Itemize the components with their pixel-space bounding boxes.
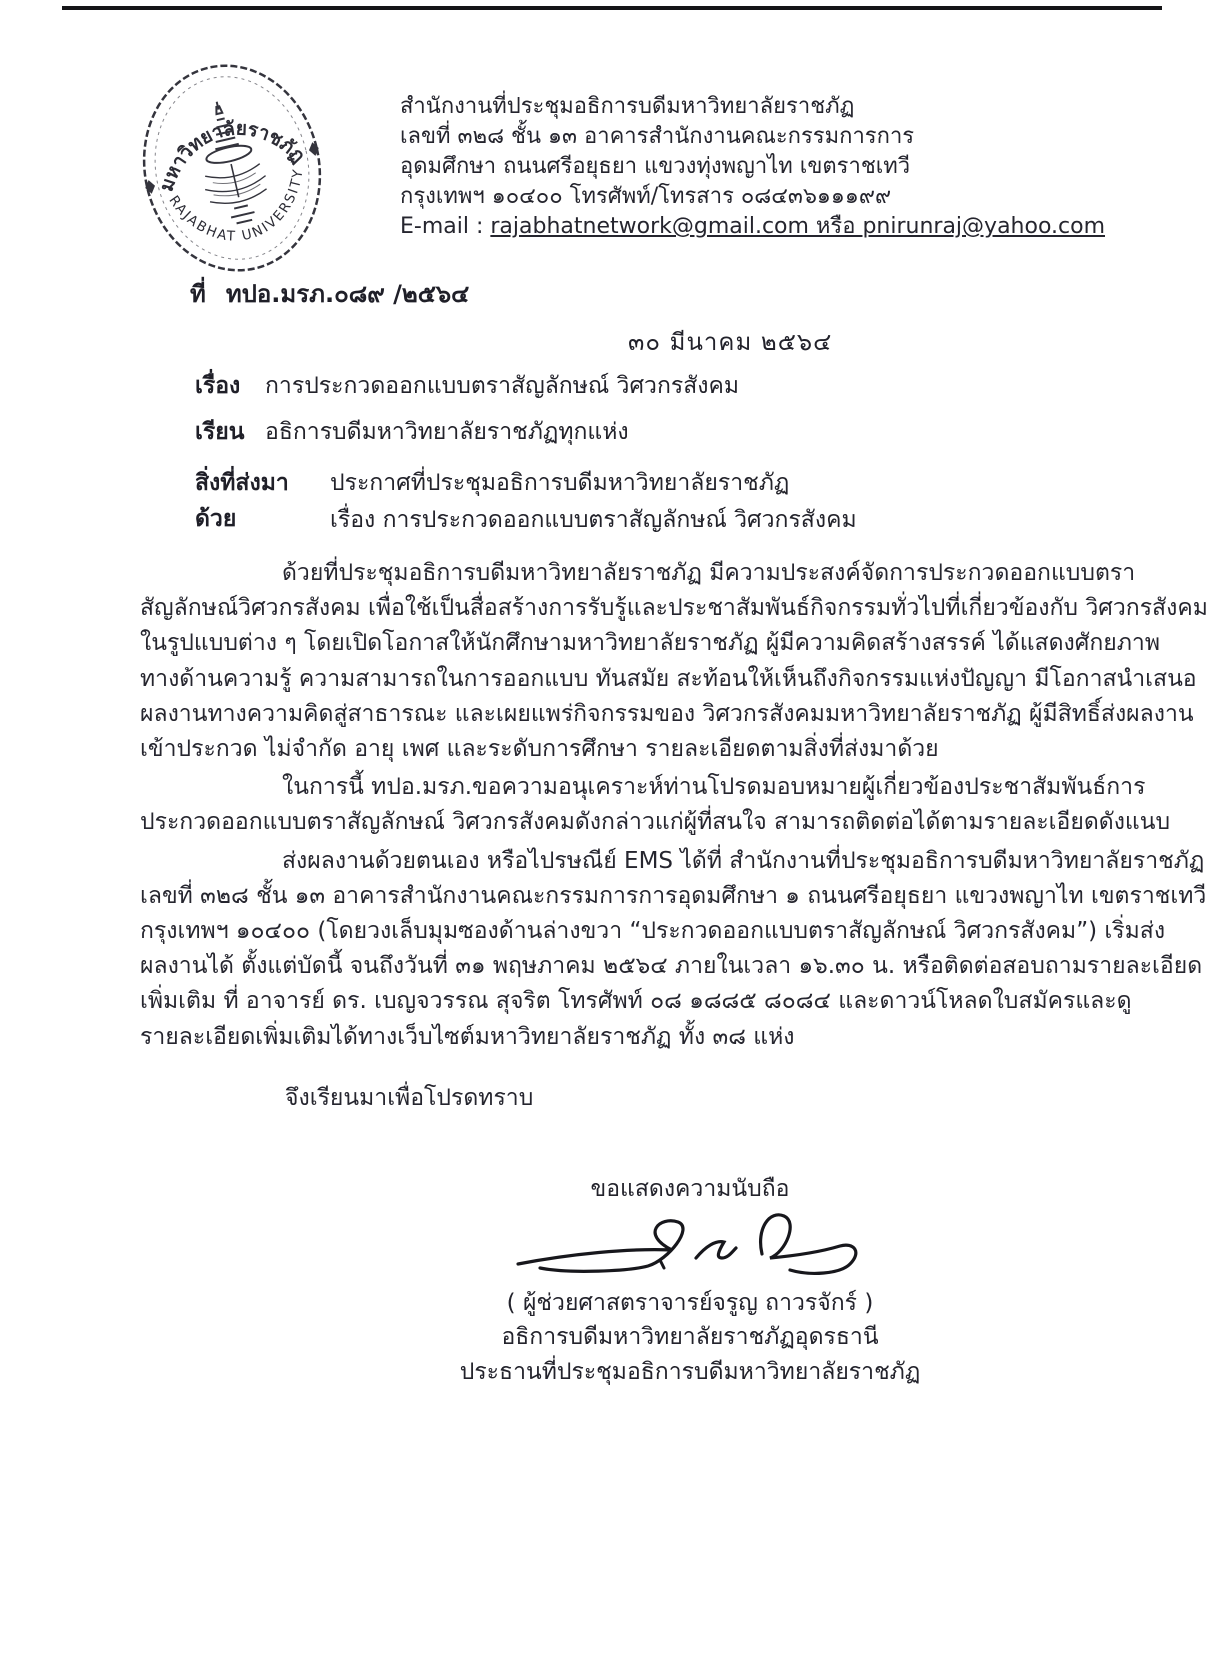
- subject-label: เรื่อง: [195, 373, 241, 399]
- signature-icon: [510, 1208, 870, 1286]
- paragraph-2: [140, 770, 1171, 840]
- letterhead-email-line: [400, 212, 1105, 242]
- text-line: ผลงานได้ ตั้งแต่บัดนี้ จนถึงวันที่ ๓๑ พฤษภาคม ๒๕๖๔ ภายในเวลา ๑๖.๓๐ น. หรือติดต่อสอบถามรายละเอียด: [140, 953, 1203, 980]
- text-line: เลขที่ ๓๒๘ ชั้น ๑๓ อาคารสำนักงานคณะกรรมการการ: [400, 124, 915, 149]
- reference-row: [190, 274, 469, 313]
- salutation: ขอแสดงความนับถือ: [590, 1176, 790, 1202]
- rajabhat-university-seal: [132, 60, 332, 275]
- text-line: สัญลักษณ์วิศวกรสังคม เพื่อใช้เป็นสื่อสร้างการรับรู้และประชาสัมพันธ์กิจกรรมทั่วไปที่เกี่ยวข้องกับ วิศวกรสังคม: [140, 595, 1208, 622]
- text-line: เข้าประกวด ไม่จำกัด อายุ เพศ และระดับการศึกษา รายละเอียดตามสิ่งที่ส่งมาด้วย: [140, 736, 939, 763]
- text-line: เพิ่มเติม ที่ อาจารย์ ดร. เบญจวรรณ สุจริต โทรศัพท์ ๐๘ ๑๘๘๕ ๘๐๘๔ และดาวน์โหลดใบสมัครและดู: [140, 988, 1132, 1015]
- text-line: กรุงเทพฯ ๑๐๔๐๐ โทรศัพท์/โทรสาร ๐๘๔๓๖๑๑๑๙๙: [400, 184, 892, 209]
- text-line: ในรูปแบบต่าง ๆ โดยเปิดโอกาสให้นักศึกษามหาวิทยาลัยราชภัฏ ผู้มีความคิดสร้างสรรค์ ได้แสดงศักยภาพ: [140, 630, 1160, 657]
- text-line: เรื่อง การประกวดออกแบบตราสัญลักษณ์ วิศวกรสังคม: [330, 507, 857, 533]
- attachment-row: [195, 465, 857, 539]
- recipient-row: [195, 414, 629, 450]
- seal-bottom-text: RAJABHAT UNIVERSITY: [165, 166, 307, 245]
- closing-line: จึงเรียนมาเพื่อโปรดทราบ: [285, 1084, 534, 1111]
- letter-body: [140, 556, 1208, 1116]
- seal-top-text: มหาวิทยาลัยราชภัฏ: [155, 117, 310, 195]
- recipient-text: อธิการบดีมหาวิทยาลัยราชภัฏทุกแห่ง: [265, 419, 629, 445]
- text-line: ประกวดออกแบบตราสัญลักษณ์ วิศวกรสังคมดังกล่าวแก่ผู้ที่สนใจ สามารถติดต่อได้ตามรายละเอียดดังแนบ: [140, 809, 1171, 836]
- text-line: ประกาศที่ประชุมอธิการบดีมหาวิทยาลัยราชภัฏ: [330, 470, 790, 496]
- attachment-lines: [330, 465, 857, 539]
- text-line: สำนักงานที่ประชุมอธิการบดีมหาวิทยาลัยราชภัฏ: [400, 94, 855, 119]
- attachment-label: สิ่งที่ส่งมาด้วย: [195, 470, 289, 532]
- text-line: เลขที่ ๓๒๘ ชั้น ๑๓ อาคารสำนักงานคณะกรรมการการอุดมศึกษา ๑ ถนนศรีอยุธยา แขวงพญาไท เขตราชเทวี: [140, 882, 1207, 909]
- subject-text: การประกวดออกแบบตราสัญลักษณ์ วิศวกรสังคม: [265, 373, 740, 399]
- text-line: รายละเอียดเพิ่มเติมได้ทางเว็บไซต์มหาวิทยาลัยราชภัฏ ทั้ง ๓๘ แห่ง: [140, 1023, 795, 1050]
- email-addresses: rajabhatnetwork@gmail.com หรือ pnirunraj@yahoo.com: [490, 214, 1105, 239]
- recipient-label: เรียน: [195, 419, 245, 445]
- subject-row: [195, 368, 739, 404]
- signer-title-2: ประธานที่ประชุมอธิการบดีมหาวิทยาลัยราชภัฏ: [459, 1359, 921, 1385]
- email-label: E-mail :: [400, 214, 491, 239]
- seal-emblem-icon: [186, 95, 274, 229]
- text-line: ส่งผลงานด้วยตนเอง หรือไปรษณีย์ EMS ได้ที่ สำนักงานที่ประชุมอธิการบดีมหาวิทยาลัยราชภัฏ: [282, 847, 1205, 874]
- signer-name: ( ผู้ช่วยศาสตราจารย์จรูญ ถาวรจักร์ ): [506, 1290, 874, 1316]
- text-line: ผลงานทางความคิดสู่สาธารณะ และเผยแพร่กิจกรรมของ วิศวกรสังคมมหาวิทยาลัยราชภัฏ ผู้มีสิทธิ์ส่งผลงาน: [140, 700, 1194, 727]
- text-line: ทางด้านความรู้ ความสามารถในการออกแบบ ทันสมัย สะท้อนให้เห็นถึงกิจกรรมแห่งปัญญา มีโอกาสนำเสนอ: [140, 665, 1197, 692]
- text-line: กรุงเทพฯ ๑๐๔๐๐ (โดยวงเล็บมุมซองด้านล่างขวา “ประกวดออกแบบตราสัญลักษณ์ วิศวกรสังคม”) เริ่มส่ง: [140, 918, 1166, 945]
- reference-number: ทปอ.มรภ.๐๘๙ /๒๕๖๔: [225, 280, 470, 308]
- scan-artifact-top-line: [62, 6, 1162, 10]
- letterhead-address: [400, 92, 1105, 242]
- signoff-block: [430, 1172, 950, 1390]
- svg-text:RAJABHAT UNIVERSITY: [164, 164, 320, 260]
- paragraph-1: [140, 556, 1208, 767]
- text-line: ด้วยที่ประชุมอธิการบดีมหาวิทยาลัยราชภัฏ มีความประสงค์จัดการประกวดออกแบบตรา: [282, 560, 1136, 586]
- reference-label: ที่: [190, 280, 206, 308]
- signer-title-1: อธิการบดีมหาวิทยาลัยราชภัฏอุดรธานี: [501, 1324, 879, 1350]
- svg-text:มหาวิทยาลัยราชภัฏ: [144, 102, 312, 199]
- letterhead-lines: [400, 92, 920, 212]
- text-line: อุดมศึกษา ถนนศรีอยุธยา แขวงทุ่งพญาไท เขตราชเทวี: [400, 154, 911, 179]
- letter-date: ๓๐ มีนาคม ๒๕๖๔: [628, 328, 833, 356]
- paragraph-3: [140, 844, 1207, 1055]
- text-line: ในการนี้ ทปอ.มรภ.ขอความอนุเคราะห์ท่านโปรดมอบหมายผู้เกี่ยวข้องประชาสัมพันธ์การ: [282, 774, 1146, 801]
